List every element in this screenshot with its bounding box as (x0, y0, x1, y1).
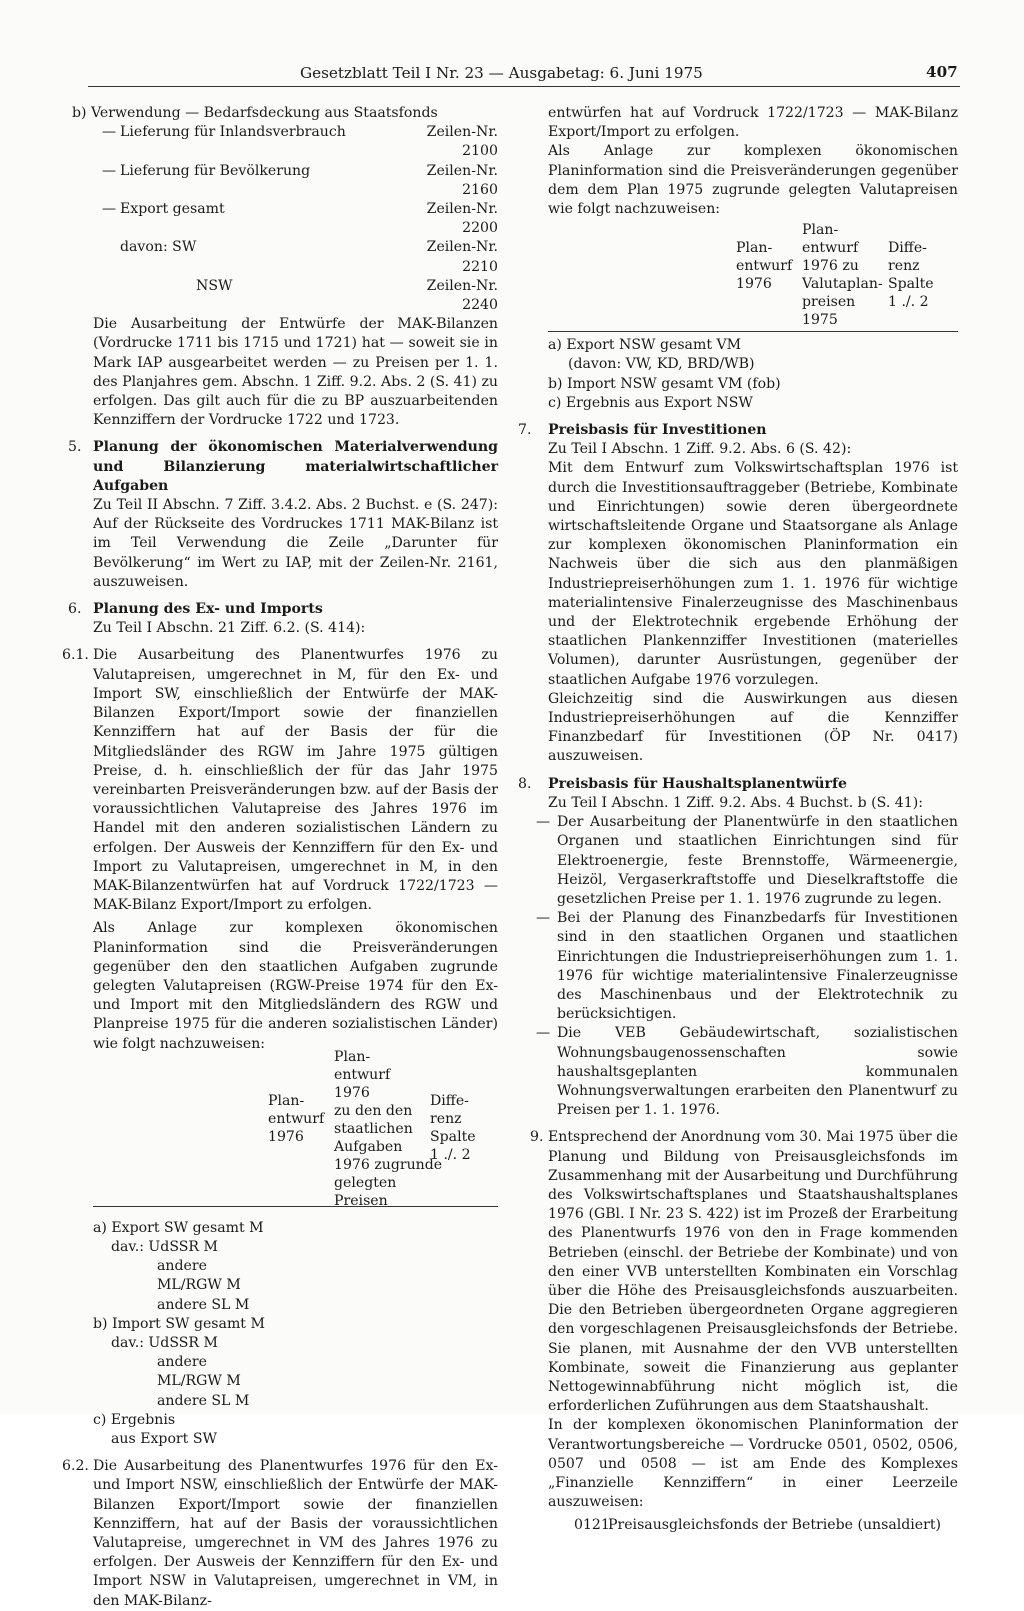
table2-col3 (888, 239, 934, 311)
section-number: 6.1. (62, 647, 89, 664)
code-line (548, 1516, 958, 1535)
th-line: Aufgaben (334, 1138, 403, 1155)
row-code: Zeilen-Nr. 2240 (426, 277, 498, 314)
row-code: Zeilen-Nr. 2200 (426, 201, 498, 237)
table2-rows (518, 336, 958, 413)
b-row (68, 238, 498, 276)
row-code: Zeilen-Nr. 2160 (426, 162, 498, 198)
table1-row: dav.: UdSSR M (111, 1334, 218, 1351)
dash-bullet: — (536, 814, 551, 831)
table1-row: ML/RGW M (157, 1277, 241, 1294)
th-line: renz (430, 1110, 462, 1127)
th-line: entwurf (802, 240, 859, 257)
table1-row: aus Export SW (111, 1430, 217, 1447)
th-line: Preisen (334, 1192, 388, 1209)
section-text: Mit dem Entwurf zum Volkswirtschaftsplan 1976 ist durch die Investitionsauftraggeber (Betriebe, Kombinate und Einrichtungen) sowie deren übergeordnete wirtschaftsleitende Organe und Staatsorgane als Anlage zur komplexen ökonomischen Planinformation ein Nachweis über die sich aus den planmäßigen Industriepreiserhöhungen zum 1. 1. 1976 für wichtige materialintensive Finalerzeugnisse des Maschinenbaus und der Elektrotechnik ergebende Erhöhung der staatlichen Plankennziffer Investitionen (materielles Volumen), darunter Ausrüstungen, gegenüber der staatlichen Aufgabe 1976 vorzulegen. (548, 460, 958, 688)
section-number: 6. (68, 601, 82, 618)
th-line: Spalte (430, 1128, 476, 1145)
table2-row: c) Ergebnis aus Export NSW (548, 394, 753, 411)
dash: — (101, 201, 117, 218)
section-6-1 (62, 646, 498, 1053)
th-line: 1976 zugrunde (334, 1156, 443, 1173)
section-number: 9. (530, 1129, 544, 1146)
section-title: Planung des Ex- und Imports (93, 601, 323, 618)
table2-col1 (736, 239, 792, 293)
row-label: Lieferung für Inlandsverbrauch (120, 124, 346, 141)
right-column (518, 104, 958, 1536)
th-line: 1976 (736, 276, 772, 293)
section-ref: Zu Teil I Abschn. 21 Ziff. 6.2. (S. 414): (93, 620, 366, 637)
list-item (532, 1024, 958, 1120)
page-number: 407 (926, 63, 958, 81)
section-text: Die Ausarbeitung des Planentwurfes 1976 für den Ex- und Import NSW, einschließlich der Entwürfe der MAK-Bilanzen Export/Import sowie der finanziellen Kennziffern, hat auf der Basis der voraussichtlichen Valutapreise, umgerechnet in VM des Jahres 1976 zu erfolgen. Der Ausweis der Kennziffern für den Ex- und Import NSW in Valutapreisen, umgerechnet in VM, in den MAK-Bilanz- (93, 1458, 498, 1609)
section-9 (518, 1128, 958, 1535)
th-line: Plan- (802, 222, 839, 239)
dash: — (101, 124, 117, 141)
section-number: 8. (518, 775, 532, 792)
dash-bullet: — (536, 910, 551, 927)
continuation-text: entwürfen hat auf Vordruck 1722/1723 — MAK-Bilanz Export/Import zu erfolgen. (548, 105, 958, 141)
th-line: Spalte (888, 276, 934, 293)
list-item (532, 909, 958, 1024)
section-text-2: Als Anlage zur komplexen ökonomischen Planinformation sind die Preisveränderungen gegenüber den den staatlichen Aufgaben zugrunde gelegten Valutapreisen (RGW-Preise 1974 für den Ex- und Import mit den Mitgliedsländern des RGW und Planpreise 1975 für die anderen sozialistischen Länder) wie folgt nachzuweisen: (93, 920, 498, 1052)
th-line: Diffe- (430, 1092, 469, 1109)
row-code: Zeilen-Nr. 2210 (426, 239, 498, 275)
table1-row: a) Export SW gesamt M (93, 1219, 264, 1236)
row-label: Export gesamt (120, 201, 225, 218)
row-label: davon: SW (120, 239, 197, 256)
b-paragraph: Die Ausarbeitung der Entwürfe der MAK-Bilanzen (Vordrucke 1711 bis 1715 und 1721) hat — soweit sie in Mark IAP ausgearbeitet werden — zu Preisen per 1. 1. des Planjahres gem. Abschn. 1 Ziff. 9.2. Abs. 2 (S. 41) zu erfolgen. Das gilt auch für die zu BP auszuarbeitenden Kennziffern der Vordrucke 1722 und 1723. (93, 316, 498, 429)
th-line: Plan- (334, 1048, 371, 1065)
row-label: NSW (196, 277, 233, 294)
section-text: Entsprechend der Anordnung vom 30. Mai 1975 über die Planung und Bildung von Preisausgleichsfonds im Zusammenhang mit der Ausarbeitung und Durchführung des Volkswirtschaftsplanes und Staatshaushaltsplanes 1976 (GBl. I Nr. 23 S. 422) ist im Prozeß der Erarbeitung des Planentwurfs 1976 von den in Frage kommenden Betrieben (einschl. der Betriebe der Kombinate) und von den einer VVB unterstellten Kombinaten ein Vorschlag über die Höhe des Preisausgleichsfonds auszuarbeiten. Die den Betrieben übergeordneten Organe aggregieren den vorgeschlagenen Preisausgleichsfonds der Betriebe. Sie planen, mit Ausnahme der den VVB unterstellten Kombinate, soweit die Finanzierung aus geplanter Nettogewinnabführung nicht möglich ist, die erforderlichen Zuführungen aus dem Staatshaushalt. (548, 1129, 958, 1415)
table1-col3 (430, 1092, 476, 1164)
th-line: Plan- (736, 240, 773, 257)
section-title: Preisbasis für Investitionen (548, 422, 767, 439)
section-text-2: In der komplexen ökonomischen Planinformation der Verantwortungsbereiche — Vordrucke 0501, 0502, 0506, 0507 und 0508 — ist am Ende des Komplexes „Finanzielle Kennziffern“ in einer Leerzeile auszuweisen: (548, 1417, 958, 1511)
continuation-text-2: Als Anlage zur komplexen ökonomischen Planinformation sind die Preisveränderungen gegenüber dem dem Plan 1975 zugrunde gelegten Valutapreisen wie folgt nachzuweisen: (548, 143, 958, 218)
th-line: Valutaplan- (802, 276, 883, 293)
table1-row: dav.: UdSSR M (111, 1238, 218, 1255)
section-title: Planung der ökonomischen Materialverwendung und Bilanzierung materialwirtschaftlicher Aufgaben (93, 439, 498, 494)
th-line: preisen (802, 294, 856, 311)
table1-row: andere SL M (157, 1296, 250, 1313)
list-item-text: Der Ausarbeitung der Planentwürfe in den staatlichen Organen und staatlichen Einrichtungen sind für Elektroenergie, feste Brennstoffe, Wärmeenergie, Heizöl, Vergaserkraftstoffe und Dieselkraftstoffe die gesetzlichen Preise per 1. 1. 1976 zugrunde zu legen. (557, 814, 958, 907)
table2-row: b) Import NSW gesamt VM (fob) (548, 375, 781, 392)
list-item (532, 813, 958, 909)
line-label: Preisausgleichsfonds der Betriebe (unsaldiert) (608, 1517, 942, 1534)
section-8 (518, 775, 958, 813)
th-line: 1975 (802, 312, 838, 329)
table1-row: b) Import SW gesamt M (93, 1315, 265, 1332)
th-line: Plan- (268, 1092, 305, 1109)
table1-row: c) Ergebnis (93, 1411, 176, 1428)
table2-row: (davon: VW, KD, BRD/WB) (568, 356, 755, 373)
section-ref: Zu Teil I Abschn. 1 Ziff. 9.2. Abs. 4 Buchst. b (S. 41): (548, 794, 923, 811)
th-line: gelegten (334, 1174, 397, 1191)
th-line: entwurf (334, 1066, 391, 1083)
b-row (68, 162, 498, 200)
section-8-list (518, 813, 958, 1120)
continuation-block (518, 104, 958, 219)
header-rule (88, 86, 960, 87)
section-number: 6.2. (62, 1458, 89, 1475)
section-number: 5. (68, 439, 82, 456)
b-row (68, 123, 498, 161)
table1-row: andere SL M (157, 1392, 250, 1409)
table2-header (518, 219, 958, 329)
section-number: 7. (518, 422, 532, 439)
table1-row: ML/RGW M (157, 1373, 241, 1390)
th-line: 1976 zu (802, 258, 859, 275)
row-code: Zeilen-Nr. 2100 (426, 124, 498, 160)
th-line: entwurf (268, 1110, 325, 1127)
b-intro: b) Verwendung — Bedarfsdeckung aus Staatsfonds (72, 105, 438, 121)
th-line: staatlichen (334, 1120, 413, 1137)
line-code: 0121 (574, 1517, 610, 1534)
table1-col2 (334, 1048, 442, 1210)
table2-col2 (802, 221, 883, 329)
b-row (68, 200, 498, 238)
table1-row: andere (157, 1354, 207, 1371)
dash-bullet: — (536, 1025, 551, 1042)
th-line: 1 ./. 2 (888, 294, 929, 311)
b-row (68, 277, 498, 315)
th-line: renz (888, 258, 920, 275)
left-column (62, 104, 498, 1611)
table1-col1 (268, 1092, 324, 1146)
dash: — (101, 162, 117, 179)
th-line: 1976 (268, 1128, 304, 1145)
table1-row: andere (157, 1258, 207, 1275)
th-line: entwurf (736, 258, 793, 275)
list-item-text: Bei der Planung des Finanzbedarfs für Investitionen sind in den staatlichen Organen und staatlichen Einrichtungen die Industriepreiserhöhungen zum 1. 1. 1976 für wichtige materialintensive Finalerzeugnisse des Maschinenbaus und der Elektrotechnik zu berücksichtigen. (557, 910, 958, 1023)
th-line: 1 ./. 2 (430, 1146, 471, 1163)
table1-header (68, 1048, 498, 1209)
table2-row: a) Export NSW gesamt VM (548, 337, 742, 354)
section-title: Preisbasis für Haushaltsplanentwürfe (548, 775, 847, 792)
section-text-2: Gleichzeitig sind die Auswirkungen aus diesen Industriepreiserhöhungen auf die Kennziffer Finanzbedarf für Investitionen (ÖP Nr. 0417) auszuweisen. (548, 690, 958, 765)
section-6-2 (62, 1457, 498, 1611)
b-table (68, 123, 498, 315)
table1-rows (68, 1219, 498, 1449)
section-6 (68, 600, 498, 638)
page-header (300, 64, 960, 82)
section-5 (68, 438, 498, 592)
th-line: Diffe- (888, 240, 927, 257)
section-7 (518, 421, 958, 767)
section-text: Zu Teil II Abschn. 7 Ziff. 3.4.2. Abs. 2 Buchst. e (S. 247): Auf der Rückseite des Vordruckes 1711 MAK-Bilanz ist im Teil Verwendung die Zeile „Darunter für Bevölkerung“ im Wert zu IAP, mit der Zeilen-Nr. 2161, auszuweisen. (93, 497, 498, 590)
list-item-text: Die VEB Gebäudewirtschaft, sozialistischen Wohnungsbaugenossenschaften sowie haushaltsgeplanten kommunalen Wohnungsverwaltungen erarbeiten den Planentwurf zu Preisen per 1. 1. 1976. (557, 1025, 958, 1119)
th-line: 1976 (334, 1084, 370, 1101)
row-label: Lieferung für Bevölkerung (120, 162, 311, 179)
header-title: Gesetzblatt Teil I Nr. 23 — Ausgabetag: 6. Juni 1975 (300, 64, 703, 82)
section-ref: Zu Teil I Abschn. 1 Ziff. 9.2. Abs. 6 (S. 42): (548, 441, 852, 458)
section-text: Die Ausarbeitung des Planentwurfes 1976 zu Valutapreisen, umgerechnet in M, für den Ex- und Import SW, einschließlich der Entwürfe der MAK-Bilanzen Export/Import sowie der finanziellen Kennziffern hat auf der Basis der für die Mitgliedsländer des RGW im Jahre 1975 gültigen Preise, d. h. einschließlich der für das Jahr 1975 vereinbarten Preisveränderungen bzw. auf der Basis der voraussichtlichen Valutapreise des Jahres 1976 im Handel mit den anderen sozialistischen Ländern zu erfolgen. Der Ausweis der Kennziffern für den Ex- und Import zu Valutapreisen, umgerechnet in M, in den MAK-Bilanzentwürfen hat auf Vordruck 1722/1723 — MAK-Bilanz Export/Import zu erfolgen. (93, 647, 498, 914)
th-line: zu den den (334, 1102, 413, 1119)
